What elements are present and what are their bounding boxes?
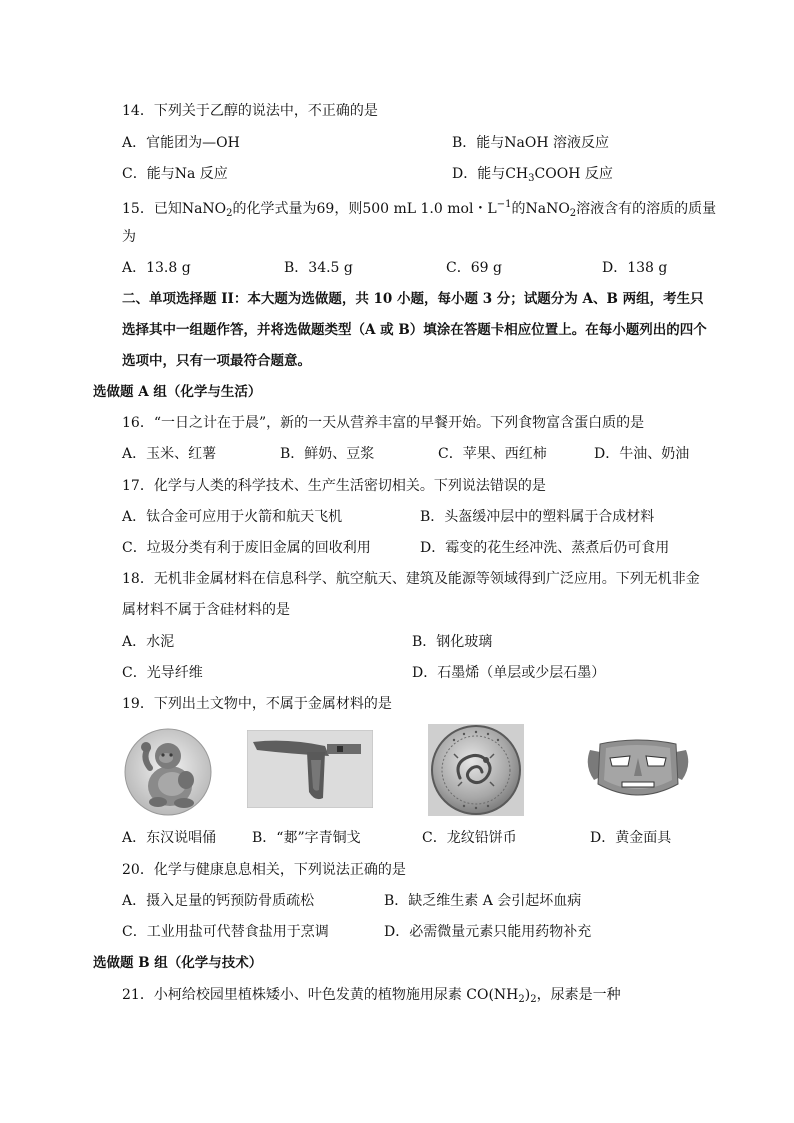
q15-stem: 15．已知NaNO$_2$的化学式量为69，则500 mL 1.0 mol・$L^{-1}$的NaNO$_2$溶液含有的溶质的质量 xyxy=(122,199,717,219)
q19-option-a: A．东汉说唱俑 xyxy=(122,830,217,846)
q16-option-d: D．牛油、奶油 xyxy=(594,446,690,462)
q14-option-b: B．能与NaOH 溶液反应 xyxy=(452,135,610,151)
gold-mask-image xyxy=(584,736,692,804)
q17-option-d: D．霉变的花生经冲洗、蒸煮后仍可食用 xyxy=(420,540,670,556)
dragon-coin-image xyxy=(428,724,524,816)
storyteller-figurine-image xyxy=(124,728,212,816)
q20-stem: 20．化学与健康息息相关，下列说法正确的是 xyxy=(122,862,406,878)
q16-option-c: C．苹果、西红柿 xyxy=(438,446,547,462)
q17-option-c: C．垃圾分类有利于废旧金属的回收利用 xyxy=(122,540,371,556)
q14-option-d: D．能与$CH_3COOH$ 反应 xyxy=(452,166,613,184)
q19-stem: 19．下列出土文物中，不属于金属材料的是 xyxy=(122,696,392,712)
q14-option-a: A．官能团为—OH xyxy=(122,135,240,151)
group-a-heading: 选做题 A 组（化学与生活） xyxy=(93,384,262,400)
q20-option-d: D．必需微量元素只能用药物补充 xyxy=(384,924,592,940)
q21-stem: 21．小柯给校园里植株矮小、叶色发黄的植物施用尿素 $CO(NH_2)_2$，尿素是一种 xyxy=(122,987,621,1005)
q17-stem: 17．化学与人类的科学技术、生产生活密切相关。下列说法错误的是 xyxy=(122,478,546,494)
q20-option-c: C．工业用盐可代替食盐用于烹调 xyxy=(122,924,329,940)
q15-option-b: B．34.5 g xyxy=(284,260,353,276)
q15-option-a: A．13.8 g xyxy=(122,260,191,276)
q15-stem-continued: 为 xyxy=(122,229,136,245)
q20-option-a: A．摄入足量的钙预防骨质疏松 xyxy=(122,893,315,909)
section2-instructions-line2: 选择其中一组题作答，并将选做题类型（A 或 B）填涂在答题卡相应位置上。在每小题列出的四个 xyxy=(122,322,707,338)
q15-option-d: D．138 g xyxy=(602,260,668,276)
q17-option-b: B．头盔缓冲层中的塑料属于合成材料 xyxy=(420,509,655,525)
q14-stem: 14．下列关于乙醇的说法中，不正确的是 xyxy=(122,103,378,119)
q18-option-b: B．钢化玻璃 xyxy=(412,634,493,650)
q18-option-a: A．水泥 xyxy=(122,634,175,650)
q18-option-d: D．石墨烯（单层或少层石墨） xyxy=(412,665,606,681)
q20-option-b: B．缺乏维生素 A 会引起坏血病 xyxy=(384,893,582,909)
q17-option-a: A．钛合金可应用于火箭和航天飞机 xyxy=(122,509,343,525)
q15-option-c: C．69 g xyxy=(446,260,502,276)
q18-option-c: C．光导纤维 xyxy=(122,665,203,681)
group-b-heading: 选做题 B 组（化学与技术） xyxy=(93,955,263,971)
q19-option-b: B．“郪”字青铜戈 xyxy=(252,830,361,846)
bronze-dagger-axe-image xyxy=(247,730,373,808)
q19-option-c: C．龙纹铅饼币 xyxy=(422,830,517,846)
q18-stem-continued: 属材料不属于含硅材料的是 xyxy=(122,602,290,618)
q16-option-a: A．玉米、红薯 xyxy=(122,446,217,462)
q16-stem: 16．“一日之计在于晨”，新的一天从营养丰富的早餐开始。下列食物富含蛋白质的是 xyxy=(122,415,645,431)
q18-stem: 18．无机非金属材料在信息科学、航空航天、建筑及能源等领域得到广泛应用。下列无机非金 xyxy=(122,571,700,587)
q16-option-b: B．鲜奶、豆浆 xyxy=(280,446,375,462)
section2-instructions-line1: 二、单项选择题 II：本大题为选做题，共 10 小题，每小题 3 分；试题分为 A、B 两组，考生只 xyxy=(122,291,704,307)
q19-option-d: D．黄金面具 xyxy=(590,830,672,846)
q14-option-c: C．能与Na 反应 xyxy=(122,166,228,182)
section2-instructions-line3: 选项中，只有一项最符合题意。 xyxy=(122,353,311,369)
